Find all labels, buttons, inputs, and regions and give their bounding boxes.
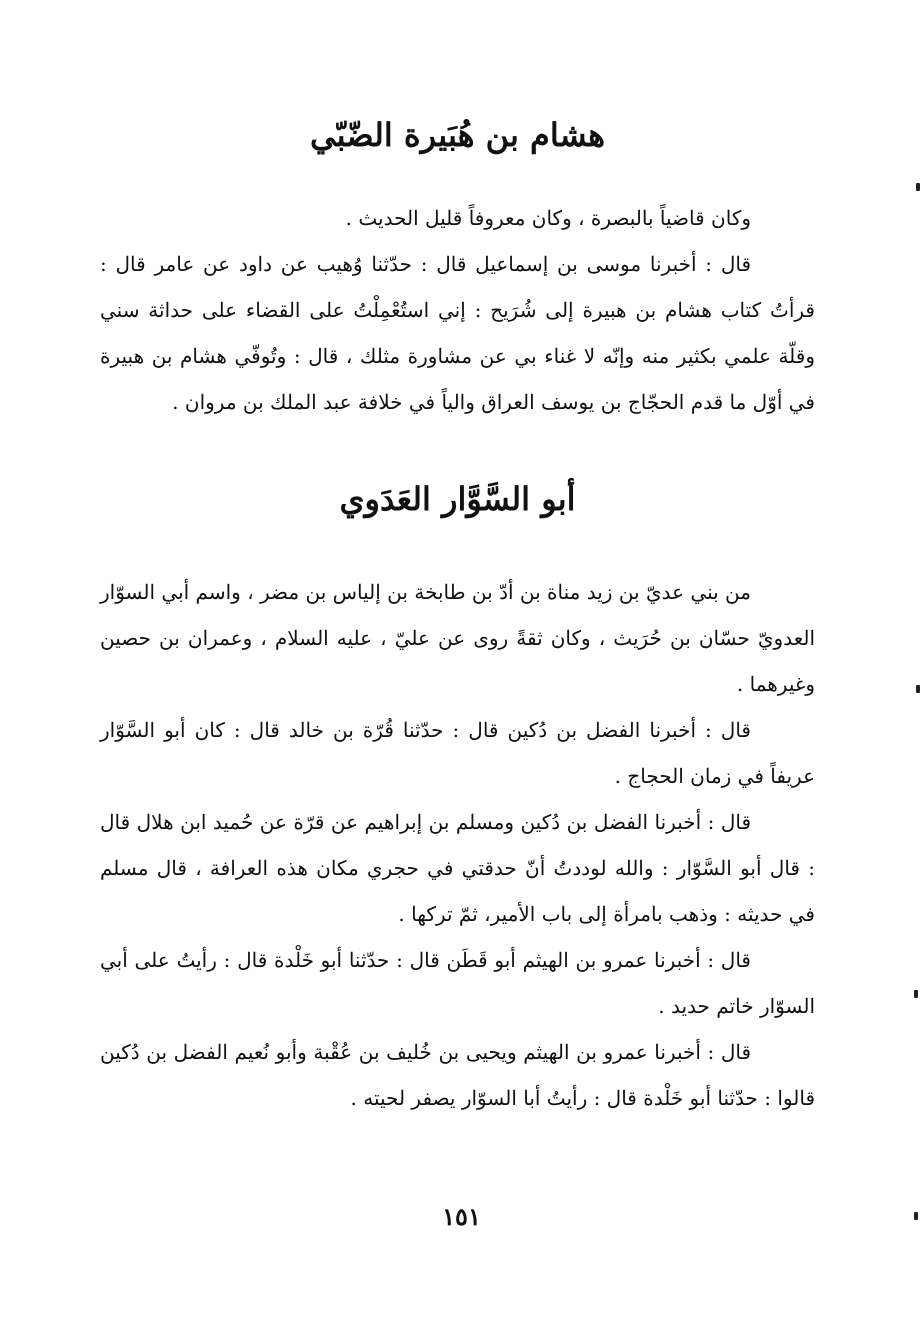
scan-mark bbox=[916, 183, 920, 191]
section-title-hisham: هشام بن هُبَيرة الضّبّي bbox=[310, 116, 605, 154]
page-number: ١٥١ bbox=[442, 1202, 481, 1231]
paragraph: قال : أخبرنا موسى بن إسماعيل قال : حدّثنا وُهيب عن داود عن عامر قال : قرأتُ كتاب هشام بن هبيرة إلى شُرَيح : إني استُعْمِلْتُ على القضاء على حداثة سني وقلّة علمي بكثير منه وإنّه لا غناء بي عن مشاورة مثلك ، قال : وتُوفّي هشام بن هبيرة في أوّل ما قدم الحجّاج بن يوسف العراق والياً في خلافة عبد الملك بن مروان . bbox=[100, 252, 815, 414]
scan-mark bbox=[914, 990, 918, 998]
paragraph: قال : أخبرنا الفضل بن دُكين قال : حدّثنا قُرّة بن خالد قال : كان أبو السَّوّار عريفاً في زمان الحجاج . bbox=[100, 718, 815, 788]
paragraph: من بني عديّ بن زيد مناة بن أدّ بن طابخة بن إلياس بن مضر ، واسم أبي السوّار العدويّ حسّان بن حُرَيث ، وكان ثقةً روى عن عليّ ، عليه السلام ، وعمران بن حصين وغيرهما . bbox=[100, 580, 815, 696]
scan-mark bbox=[916, 685, 920, 693]
section-title-abu-al-sawwar: أبو السَّوَّار العَدَوي bbox=[339, 480, 576, 518]
paragraph: قال : أخبرنا عمرو بن الهيثم أبو قَطَن قال : حدّثنا أبو خَلْدة قال : رأيتُ على أبي السوّار خاتم حديد . bbox=[100, 948, 815, 1018]
paragraph: قال : أخبرنا عمرو بن الهيثم ويحيى بن خُليف بن عُقْبة وأبو نُعيم الفضل بن دُكين قالوا : حدّثنا أبو خَلْدة قال : رأيتُ أبا السوّار يصفر لحيته . bbox=[100, 1040, 815, 1110]
paragraph: وكان قاضياً بالبصرة ، وكان معروفاً قليل الحديث . bbox=[345, 206, 751, 230]
document-page bbox=[100, 105, 815, 1121]
paragraph: قال : أخبرنا الفضل بن دُكين ومسلم بن إبراهيم عن قرّة عن حُميد ابن هلال قال : قال أبو السَّوّار : والله لوددتُ أنّ حدقتي في حجري مكان هذه العرافة ، قال مسلم في حديثه : وذهب بامرأة إلى باب الأمير، ثمّ تركها . bbox=[100, 810, 815, 926]
scan-mark bbox=[914, 1212, 918, 1220]
